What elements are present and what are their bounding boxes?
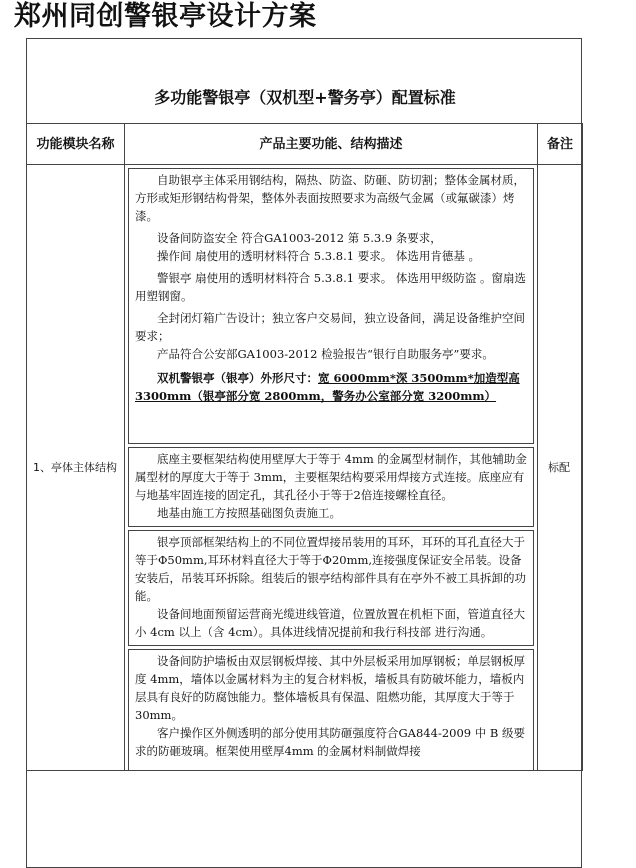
paragraph: 警银亭 扇使用的透明材料符合 5.3.8.1 要求。 体选用甲级防盗 。窗扇选用塑钢窗。	[135, 271, 527, 303]
dimension-spec-value: 宽 6000mm*深 3500mm*加造型高 3300mm（银亭部分宽 2800mm，警务办公室部分宽 3200mm）	[135, 371, 520, 403]
dimension-spec-label: 双机警银亭（银亭）外形尺寸：	[157, 371, 318, 385]
description-block-top-frame	[128, 530, 534, 646]
paragraph: 操作间 扇使用的透明材料符合 5.3.8.1 要求。 体选用肯德基 。	[157, 249, 481, 263]
description-block-base-frame	[128, 447, 534, 527]
header-module: 功能模块名称	[27, 124, 125, 165]
config-table	[26, 123, 583, 771]
header-description: 产品主要功能、结构描述	[125, 124, 538, 165]
table-header-row	[27, 124, 583, 165]
paragraph: 设备间地面预留运营商光缆进线管道，位置放置在机柜下面，管道直径大小 4cm 以上（含 4cm）。具体进线情况提前和我行科技部 进行沟通。	[135, 607, 525, 639]
description-block-main-structure	[128, 168, 534, 444]
paragraph: 产品符合公安部GA1003-2012 检验报告“银行自助服务亭”要求。	[157, 347, 494, 361]
paragraph: 设备间防护墙板由双层钢板焊接、其中外层板采用加厚钢板；单层钢板厚度 4mm，墙体以金属材料为主的复合材料板，墙板具有防破坏能力，墙板内层具有良好的防腐蚀能力。整体墙板具有保温、阻燃功能，其厚度大于等于 30mm。	[135, 654, 525, 722]
paragraph: 自助银亭主体采用钢结构，隔热、防盗、防砸、防切割；整体金属材质，方形或矩形钢结构骨架，整体外表面按照要求为高级气金属（或氟碳漆）烤漆。	[135, 173, 525, 223]
paragraph: 银亭顶部框架结构上的不同位置焊接吊装用的耳环，耳环的耳孔直径大于等于Φ50mm,耳环材料直径大于等于Φ20mm,连接强度保证安全吊装。设备安装后，吊装耳环拆除。组装后的银亭结构部件具有在亭外不被工具拆卸的功能。	[135, 535, 526, 603]
paragraph: 底座主要框架结构使用壁厚大于等于 4mm 的金属型材制作，其他辅助金属型材的厚度大于等于 3mm，主要框架结构要采用焊接方式连接。底座应有与地基牢固连接的固定孔，其孔径小于等于2倍连接螺栓直径。	[135, 452, 527, 502]
note-cell: 标配	[538, 165, 583, 771]
paragraph: 全封闭灯箱广告设计；独立客户交易间，独立设备间，满足设备维护空间要求；	[135, 311, 525, 343]
table-row	[27, 165, 583, 771]
paragraph: 地基由施工方按照基础图负责施工。	[157, 506, 341, 520]
description-block-wall-panels	[128, 649, 534, 770]
header-note: 备注	[538, 124, 583, 165]
paragraph: 客户操作区外侧透明的部分使用其防砸强度符合GA844-2009 中 B 级要求的防砸玻璃。框架使用壁厚4mm 的金属材料制做焊接	[135, 726, 526, 758]
config-table-frame	[26, 38, 582, 868]
module-cell: 1、亭体主体结构	[27, 165, 125, 771]
paragraph: 设备间防盗安全 符合GA1003-2012 第 5.3.9 条要求，	[157, 231, 442, 245]
table-title: 多功能警银亭（双机型+警务亭）配置标准	[154, 88, 456, 107]
dimension-spec	[135, 369, 527, 405]
description-cell	[125, 165, 538, 771]
document-title: 郑州同创警银亭设计方案	[14, 1, 317, 32]
